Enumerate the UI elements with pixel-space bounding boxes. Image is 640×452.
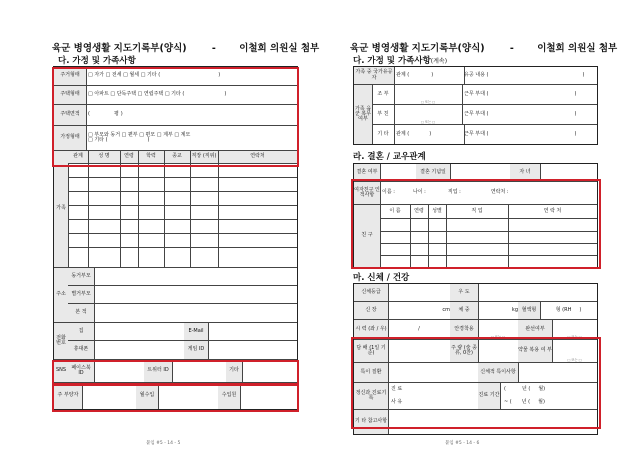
married-label: 결혼 여부 — [354, 164, 381, 181]
family-col-job: 직장 (직위) — [190, 151, 219, 163]
contact-label: 전화 번호 — [54, 323, 69, 359]
left-form-title: 육군 병영생활 지도기록부(양식) - 이철희 의원실 첨부 — [52, 43, 320, 54]
phone-mobile-label: 휴대폰 — [68, 341, 95, 359]
house-type-options[interactable]: □ 아파트 □ 단독주택 □ 연립주택 □ 기타 ( ) — [88, 91, 227, 98]
right-footer: 붙임 #5 - 14 - 6 — [445, 441, 480, 446]
income-row — [54, 383, 297, 409]
housing-label: 주거형태 — [54, 67, 87, 85]
housing-options[interactable]: □ 자가 □ 전세 □ 월세 □ 기타 ( ) — [88, 72, 221, 79]
family-col-relation: 관계 — [68, 151, 89, 163]
mental-period-field[interactable]: ( 년 ( 월) ~ ( 년 ( 월) — [504, 385, 546, 405]
army-service-label: 가족 육군 복무 여부 — [354, 85, 373, 144]
weight-label: 체 중 — [450, 302, 479, 319]
sns-row — [54, 360, 297, 383]
smoke-field[interactable] — [388, 340, 451, 362]
family-form-options[interactable]: □ 부모와 동거 □ 편부 □ 편모 □ 계부 □ 계모 □ 기타 ( ) — [88, 131, 191, 143]
etc-field[interactable] — [388, 410, 597, 434]
address-parents-together: 동거부모 — [68, 268, 95, 285]
housing-row — [54, 67, 297, 86]
house-type-row — [54, 86, 297, 105]
monthly-income-field[interactable] — [158, 383, 219, 409]
army-service-block — [354, 85, 597, 144]
area-row — [54, 105, 297, 126]
merit-relation-field[interactable]: 관계 ( ) — [394, 67, 465, 84]
family-col-age: 연령 — [120, 151, 139, 163]
drink-label: 주 량 (술 종류, 0잔) — [450, 340, 479, 362]
facebook-label: 페이스북 ID — [68, 360, 95, 382]
father-yesno[interactable]: □ 또는 □ — [394, 105, 463, 124]
address-block — [54, 268, 297, 323]
friend-table — [354, 205, 597, 267]
income-source-field[interactable] — [240, 383, 297, 409]
drink-field[interactable] — [478, 340, 519, 362]
facebook-field[interactable] — [94, 360, 145, 382]
main-supporter-field[interactable] — [82, 383, 137, 409]
email-label: E-Mail — [184, 323, 209, 340]
girlfriend-fields[interactable]: 이름 : 나이 : 직업 : 연락처 : — [382, 189, 509, 196]
physical-note-label: 신체적 특이사항 — [478, 363, 519, 382]
disease-label: 특이 질환 — [354, 363, 389, 382]
area-field[interactable]: ( 평 ) — [88, 111, 123, 118]
sns-label: SNS — [54, 360, 69, 382]
address-label: 주소 — [54, 268, 69, 322]
friend-col-name: 이 름 — [380, 205, 411, 218]
game-id-field[interactable] — [208, 341, 297, 359]
health-sheet — [353, 283, 598, 435]
right-form-title: 육군 병영생활 지도기록부(양식) - 이철희 의원실 첨부 — [350, 43, 618, 54]
phone-mobile-field[interactable] — [94, 341, 185, 359]
address-parents-together-field[interactable] — [94, 268, 297, 285]
family-col-name: 성 명 — [88, 151, 121, 163]
family-col-education: 학력 — [138, 151, 165, 163]
disease-field[interactable] — [388, 363, 479, 382]
mental-diagnosis-field[interactable]: 진 료 사 유 — [388, 383, 482, 409]
income-source-label: 수입원 — [218, 383, 241, 409]
glasses-yesno[interactable]: □ 또는 □ — [478, 320, 519, 339]
area-label: 주택면적 — [54, 105, 87, 125]
wedding-date-label: 결혼 기념일 — [416, 164, 451, 181]
left-section-heading: 다. 가정 및 가족사항 — [58, 56, 136, 66]
children-field[interactable] — [540, 164, 597, 181]
etc-label: 기 타 참고사항 — [354, 410, 389, 434]
father-label: 부 친 — [372, 105, 395, 124]
main-supporter-label: 주 부양자 — [54, 383, 83, 409]
house-type-label: 주택형태 — [54, 86, 87, 104]
sns-other-field[interactable] — [242, 360, 297, 382]
email-field[interactable] — [208, 323, 297, 340]
right-section-heading: 다. 가정 및 가족사항(계속) — [353, 56, 448, 66]
family-form-row — [54, 126, 297, 151]
twitter-label: 트위터 ID — [144, 360, 173, 382]
friend-col-contact: 연 락 처 — [543, 207, 562, 214]
smoke-label: 담 배 (1일 기준) — [354, 340, 389, 362]
grandfather-label: 조 부 — [372, 85, 395, 104]
weight-field[interactable]: kg — [478, 302, 523, 319]
marriage-sheet — [353, 163, 598, 268]
children-label: 자 녀 — [510, 164, 541, 181]
glasses-label: 안경착용 — [450, 320, 479, 339]
health-section-heading: 마. 신체 / 건강 — [353, 273, 410, 283]
phone-home-field[interactable] — [94, 323, 185, 340]
medication-label: 약물 복용 여 부 — [518, 340, 553, 362]
address-parents-apart: 별거부모 — [68, 286, 95, 303]
body-grade-label: 신체등급 — [354, 284, 389, 301]
sns-other-label: 기타 — [226, 360, 243, 382]
address-origin-field[interactable] — [94, 304, 297, 322]
married-field[interactable] — [380, 164, 417, 181]
family-col-religion: 종교 — [164, 151, 191, 163]
friend-label: 친 구 — [354, 205, 381, 267]
family-service-sheet — [353, 66, 598, 145]
phone-home-label: 집 — [68, 323, 95, 340]
colorblind-yesno[interactable]: □ 또는 □ — [567, 334, 582, 339]
physical-note-field[interactable] — [518, 363, 597, 382]
family-label: 가족 — [54, 151, 69, 267]
girlfriend-label: 여자친구 인적사항 — [354, 182, 381, 204]
friend-col-job: 직 업 — [446, 205, 509, 218]
contact-block — [54, 323, 297, 360]
mental-period-label: 진료 기간 — [478, 383, 501, 409]
monthly-income-label: 월수입 — [136, 383, 159, 409]
merit-label: 가족 중 국가유공자 — [354, 67, 395, 84]
left-footer: 붙임 #5 - 14 - 5 — [146, 441, 181, 446]
height-field[interactable]: cm — [388, 302, 455, 319]
left-form-sheet — [53, 66, 298, 410]
blood-field[interactable]: 형 (RH ) — [555, 306, 582, 313]
other-family-unit-field[interactable]: 근무 부대 ( ) — [464, 130, 577, 137]
twitter-field[interactable] — [172, 360, 227, 382]
handed-label: 우 도 — [450, 284, 479, 301]
medication-yesno[interactable]: □ 또는 □ — [567, 357, 582, 362]
body-grade-field[interactable] — [388, 284, 451, 301]
mental-label: 정신과 진료기록 — [354, 383, 389, 409]
right-page — [320, 0, 640, 452]
blood-label: 혈액형 — [518, 302, 541, 319]
grandfather-yesno[interactable]: □ 또는 □ — [394, 85, 463, 104]
family-form-label: 가정형태 — [54, 126, 87, 150]
family-col-contact: 연락처 — [250, 153, 265, 160]
merit-content-field[interactable]: 유공 내용 ( ) — [464, 71, 585, 78]
other-family-relation[interactable]: 관계 ( ) — [394, 125, 465, 144]
family-header — [68, 151, 297, 164]
friend-col-age: 연령 — [410, 205, 429, 218]
sight-label: 시 력 (좌 / 우) — [354, 320, 389, 339]
address-parents-apart-field[interactable] — [94, 286, 297, 303]
grandfather-unit-field[interactable]: 근무 부대 ( ) — [464, 90, 577, 97]
other-family-label: 기 타 — [372, 125, 395, 144]
wedding-date-field[interactable] — [450, 164, 511, 181]
colorblind-label: 완선여부 — [518, 320, 553, 339]
height-label: 신 장 — [354, 302, 389, 319]
sight-field[interactable]: / — [388, 320, 451, 339]
father-unit-field[interactable]: 근무 부대 ( ) — [464, 110, 577, 117]
marriage-section-heading: 라. 결혼 / 교우관계 — [353, 152, 426, 162]
game-id-label: 게임 ID — [184, 341, 209, 359]
friend-col-gender: 성별 — [428, 205, 447, 218]
address-origin: 본 적 — [68, 304, 95, 322]
family-table — [54, 151, 297, 268]
handed-field[interactable] — [478, 284, 597, 301]
